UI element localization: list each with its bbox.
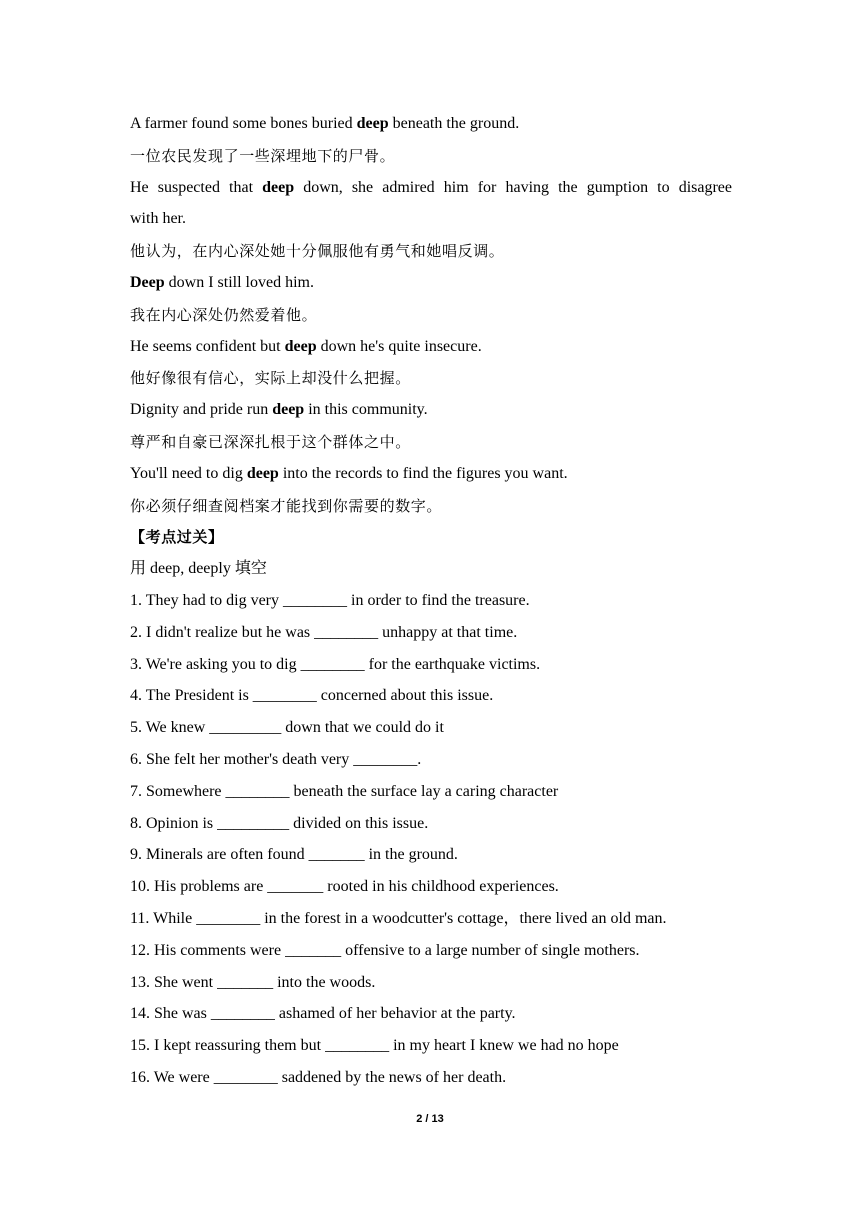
example-sentence-5: Dignity and pride run deep in this community. <box>130 401 428 419</box>
exercise-item: 2. I didn't realize but he was ________ unhappy at that time. <box>130 623 518 641</box>
exercise-item: 15. I kept reassuring them but ________ in my heart I knew we had no hope <box>130 1037 619 1055</box>
keyword: deep <box>272 401 305 419</box>
example-translation-3: 我在内心深处仍然爱着他。 <box>130 305 318 324</box>
exercise-item: 12. His comments were _______ offensive to a large number of single mothers. <box>130 941 640 959</box>
keyword: deep <box>284 337 317 355</box>
exercise-item: 7. Somewhere ________ beneath the surface lay a caring character <box>130 782 559 800</box>
exercise-item: 13. She went _______ into the woods. <box>130 973 376 991</box>
example-sentence-2-continued: with her. <box>130 210 186 228</box>
keyword: deep <box>262 178 295 196</box>
example-sentence-2: He suspected that deep down, she admired him for having the gumption to disagree <box>130 178 732 196</box>
exercise-item: 8. Opinion is _________ divided on this issue. <box>130 814 429 832</box>
example-sentence-6: You'll need to dig deep into the records to find the figures you want. <box>130 464 568 482</box>
exercise-item: 6. She felt her mother's death very ________. <box>130 750 422 768</box>
exercise-item: 10. His problems are _______ rooted in his childhood experiences. <box>130 878 559 896</box>
exercise-item: 1. They had to dig very ________ in order to find the treasure. <box>130 591 530 609</box>
exercise-item: 11. While ________ in the forest in a woodcutter's cottage，there lived an old man. <box>130 909 667 927</box>
example-translation-6: 你必须仔细查阅档案才能找到你需要的数字。 <box>130 496 443 515</box>
exercise-item: 9. Minerals are often found _______ in the ground. <box>130 846 458 864</box>
keyword: deep <box>356 115 389 132</box>
exercise-item: 3. We're asking you to dig ________ for the earthquake victims. <box>130 655 541 673</box>
exercise-item: 14. She was ________ ashamed of her behavior at the party. <box>130 1005 516 1023</box>
example-translation-5: 尊严和自豪已深深扎根于这个群体之中。 <box>130 432 411 451</box>
exercise-item: 16. We were ________ saddened by the news of her death. <box>130 1068 507 1086</box>
example-translation-1: 一位农民发现了一些深埋地下的尸骨。 <box>130 146 396 165</box>
exercise-item: 4. The President is ________ concerned about this issue. <box>130 687 494 705</box>
example-sentence-1: A farmer found some bones buried deep beneath the ground. <box>130 115 520 132</box>
exercise-instruction: 用 deep, deeply 填空 <box>130 560 267 578</box>
keyword: Deep <box>130 273 165 291</box>
keyword: deep <box>246 464 279 482</box>
section-heading: 【考点过关】 <box>130 528 224 547</box>
example-translation-4: 他好像很有信心，实际上却没什么把握。 <box>130 369 411 388</box>
example-sentence-4: He seems confident but deep down he's quite insecure. <box>130 337 482 355</box>
page-number: 2 / 13 <box>416 1113 444 1125</box>
example-sentence-3: Deep down I still loved him. <box>130 273 314 291</box>
exercise-item: 5. We knew _________ down that we could do it <box>130 719 444 737</box>
page-content <box>130 113 732 1099</box>
example-translation-2: 他认为，在内心深处她十分佩服他有勇气和她唱反调。 <box>130 242 505 261</box>
